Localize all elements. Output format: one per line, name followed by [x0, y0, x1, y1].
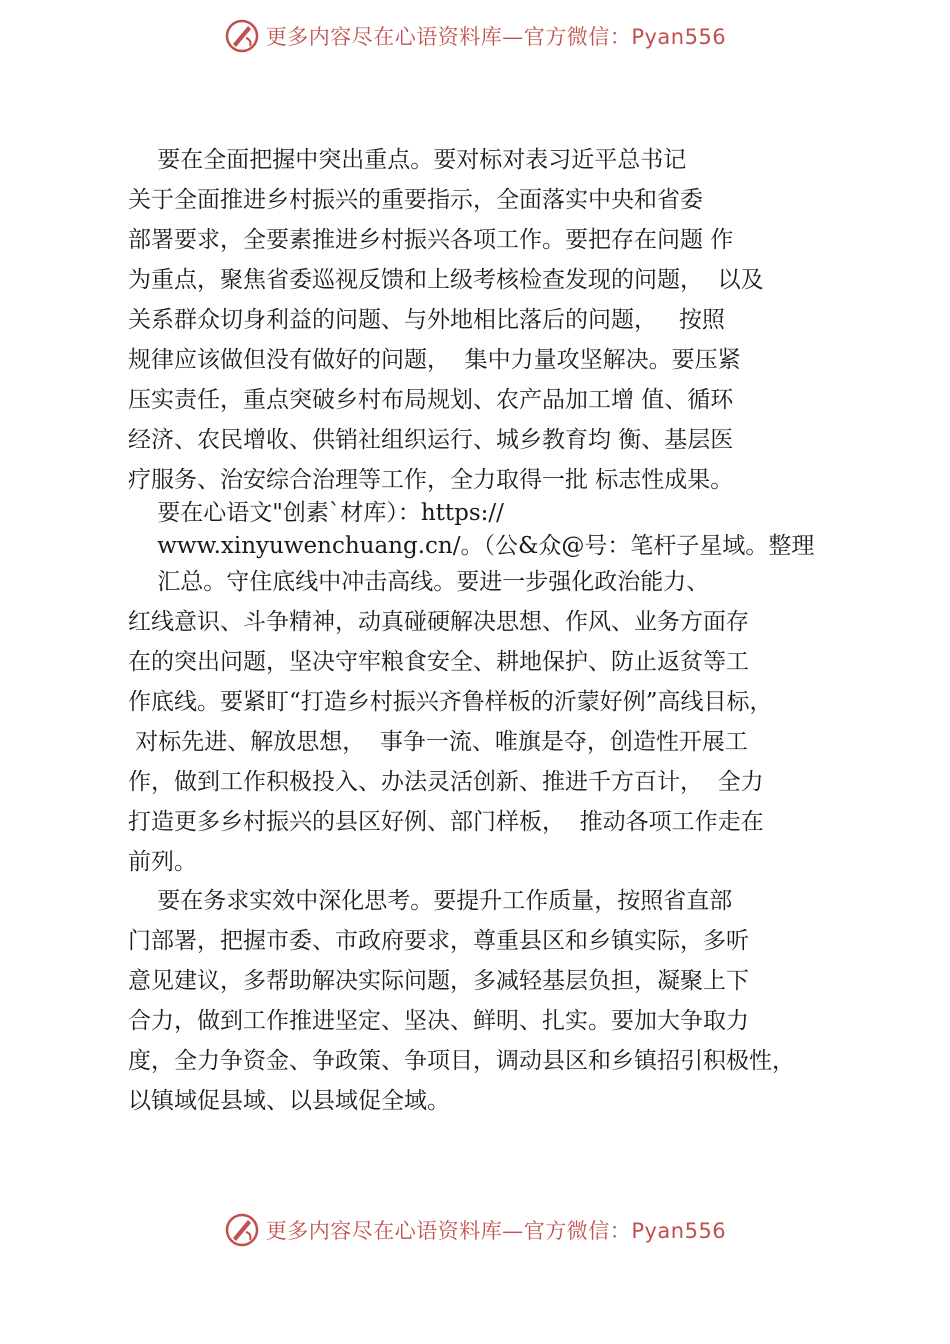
- text-line: 压实责任，重点突破乡村布局规划、农产品加工增 值、循环: [128, 387, 734, 413]
- banner-slogan: 更多内容尽在心语资料库—官方微信：: [265, 25, 632, 49]
- banner-slogan: 更多内容尽在心语资料库—官方微信：: [265, 1219, 632, 1243]
- banner-text: [266, 1215, 726, 1245]
- text-line: 门部署，把握市委、市政府要求，尊重县区和乡镇实际，多听: [128, 928, 749, 954]
- brand-logo-icon: [224, 1212, 260, 1248]
- text-line: 要在全面把握中突出重点。要对标对表习近平总书记: [128, 147, 687, 173]
- banner-wechat-id: Pyan556: [631, 1219, 727, 1243]
- text-line: 打造更多乡村振兴的县区好例、部门样板， 推动各项工作走在: [128, 809, 764, 835]
- text-line: 要在务求实效中深化思考。要提升工作质量，按照省直部: [128, 888, 733, 914]
- text-line: 作，做到工作积极投入、办法灵活创新、推进千方百计， 全力: [128, 769, 764, 795]
- text-line: 对标先进、解放思想， 事争一流、唯旗是夺，创造性开展工: [128, 729, 748, 755]
- paragraph-3: [128, 562, 850, 882]
- banner-wechat-id: Pyan556: [631, 25, 727, 49]
- text-line: 规律应该做但没有做好的问题， 集中力量攻坚解决。要压紧: [128, 347, 741, 373]
- text-line: 红线意识、斗争精神，动真碰硬解决思想、作风、业务方面存: [128, 609, 749, 635]
- text-line: 关系群众切身利益的问题、与外地相比落后的问题， 按照: [128, 307, 725, 333]
- paragraph-4: [128, 881, 850, 1121]
- text-line: 前列。: [128, 849, 197, 875]
- text-line: 疗服务、治安综合治理等工作，全力取得一批 标志性成果。: [128, 467, 734, 493]
- text-line: 度，全力争资金、争政策、争项目，调动县区和乡镇招引积极性，: [128, 1048, 795, 1074]
- text-line: 在的突出问题，坚决守牢粮食安全、耕地保护、防止返贫等工: [128, 649, 749, 675]
- paragraph-2: [128, 497, 850, 563]
- text-line: www.xinyuwenchuang.cn/。（公&众@号：笔杆子星域。整理: [128, 533, 815, 559]
- text-line: 意见建议，多帮助解决实际问题，多减轻基层负担，凝聚上下: [128, 968, 749, 994]
- text-line: 合力，做到工作推进坚定、坚决、鲜明、扎实。要加大争取力: [128, 1008, 749, 1034]
- text-line: 要在心语文"创素`材库）：https://: [128, 500, 504, 526]
- text-line: 关于全面推进乡村振兴的重要指示，全面落实中央和省委: [128, 187, 703, 213]
- paragraph-1: [128, 140, 850, 500]
- text-line: 汇总。守住底线中冲击高线。要进一步强化政治能力、: [128, 569, 710, 595]
- banner-text: [266, 21, 726, 51]
- header-watermark-banner: [0, 14, 950, 58]
- footer-watermark-banner: [0, 1208, 950, 1252]
- text-line: 部署要求，全要素推进乡村振兴各项工作。要把存在问题 作: [128, 227, 734, 253]
- text-line: 以镇域促县域、以县域促全域。: [128, 1088, 450, 1114]
- text-line: 经济、农民增收、供销社组织运行、城乡教育均 衡、基层医: [128, 427, 734, 453]
- brand-logo-icon: [224, 18, 260, 54]
- text-line: 为重点，聚焦省委巡视反馈和上级考核检查发现的问题， 以及: [128, 267, 764, 293]
- text-line: 作底线。要紧盯“打造乡村振兴齐鲁样板的沂蒙好例”高线目标，: [128, 689, 773, 715]
